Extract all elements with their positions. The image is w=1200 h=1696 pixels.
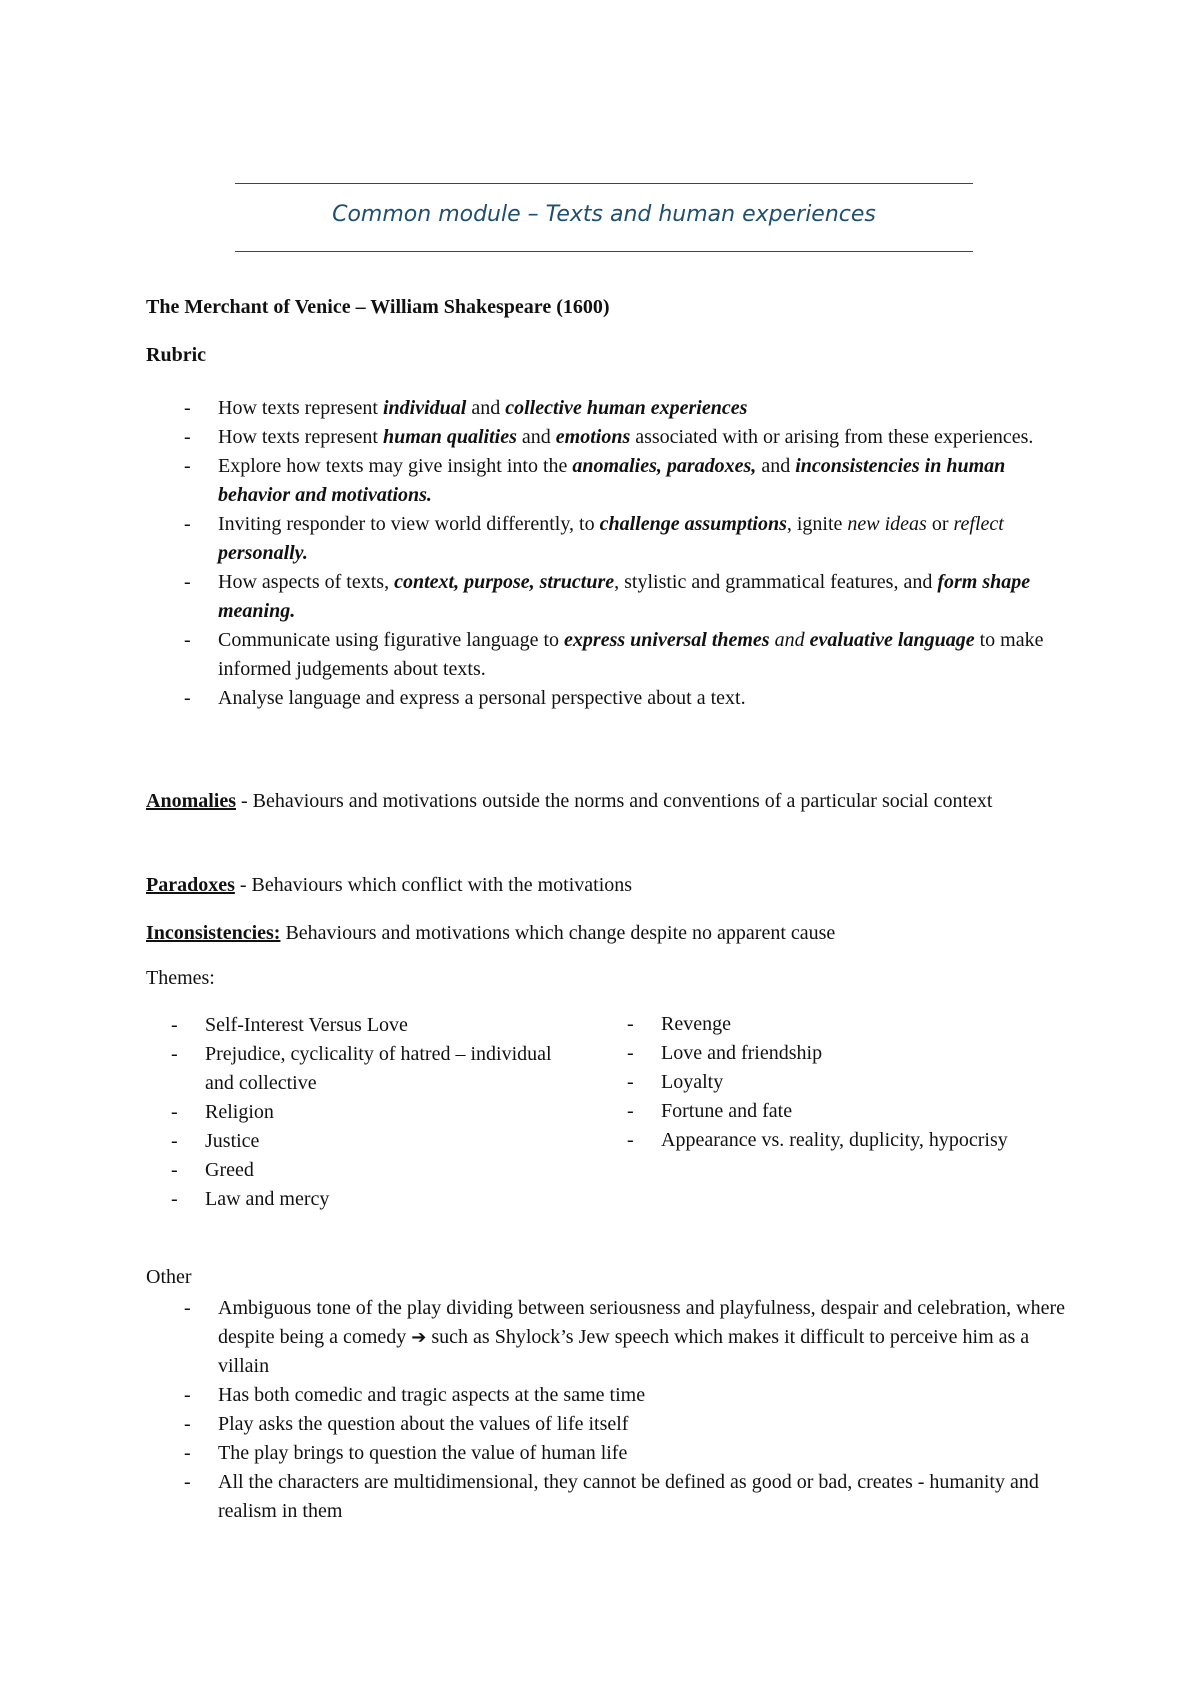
list-item (171, 1156, 585, 1185)
dash-bullet: - (184, 1297, 191, 1319)
list-item-text: Revenge (661, 1013, 731, 1035)
arrow-right-icon: ➔ (411, 1327, 427, 1348)
dash-bullet: - (184, 687, 191, 709)
list-item (627, 1126, 1041, 1155)
dash-bullet: - (184, 455, 191, 477)
list-item (184, 1410, 1078, 1439)
definition-text: Behaviours and motivations which change despite no apparent cause (280, 922, 836, 944)
list-item-text: Religion (205, 1101, 274, 1123)
text-run: Has both comedic and tragic aspects at the same time (218, 1384, 646, 1406)
themes-label: Themes: (146, 967, 215, 989)
dash-bullet: - (171, 1101, 178, 1123)
list-item (184, 1468, 1078, 1526)
text-run: reflect (953, 513, 1004, 535)
text-run: emotions (555, 426, 631, 448)
dash-bullet: - (627, 1013, 634, 1035)
text-run: or (926, 513, 954, 535)
themes-list-left (171, 1011, 585, 1214)
list-item-text: Love and friendship (661, 1042, 823, 1064)
list-item-text: Law and mercy (205, 1188, 330, 1210)
rubric-heading: Rubric (146, 344, 206, 366)
list-item (627, 1039, 1041, 1068)
list-item (184, 510, 1058, 568)
list-item-text: Prejudice, cyclicality of hatred – individual and collective (205, 1043, 552, 1094)
text-run: Explore how texts may give insight into the (218, 455, 573, 477)
text-run: Play asks the question about the values of life itself (218, 1413, 629, 1435)
text-run: context, purpose, structure (394, 571, 615, 593)
definition-anomalies (146, 784, 1046, 818)
dash-bullet: - (184, 1442, 191, 1464)
dash-bullet: - (184, 1471, 191, 1493)
definition-term: Paradoxes (146, 874, 235, 896)
dash-bullet: - (184, 1384, 191, 1406)
themes-list-right (627, 1010, 1041, 1155)
dash-bullet: - (627, 1100, 634, 1122)
list-item (184, 1294, 1078, 1381)
dash-bullet: - (171, 1188, 178, 1210)
header-rule-bottom (235, 251, 973, 252)
list-item (171, 1040, 585, 1098)
list-item (184, 626, 1058, 684)
dash-bullet: - (184, 426, 191, 448)
list-item (171, 1098, 585, 1127)
definition-term: Inconsistencies: (146, 922, 281, 944)
dash-bullet: - (627, 1129, 634, 1151)
text-run: How aspects of texts, (218, 571, 395, 593)
definition-term: Anomalies (146, 790, 236, 812)
list-item (184, 684, 1058, 713)
dash-bullet: - (184, 1413, 191, 1435)
list-item (184, 568, 1058, 626)
text-run: , ignite (786, 513, 848, 535)
text-run: individual (382, 397, 467, 419)
list-item (171, 1127, 585, 1156)
dash-bullet: - (171, 1043, 178, 1065)
list-item-text: Fortune and fate (661, 1100, 793, 1122)
text-run: anomalies, paradoxes, (572, 455, 757, 477)
dash-bullet: - (171, 1159, 178, 1181)
text-run: How texts represent (218, 397, 383, 419)
list-item-text: Greed (205, 1159, 254, 1181)
module-title: Common module – Texts and human experiences (332, 202, 876, 227)
text-run: associated with or arising from these experiences. (630, 426, 1034, 448)
document-title: The Merchant of Venice – William Shakespeare (1600) (146, 296, 610, 318)
dash-bullet: - (171, 1014, 178, 1036)
text-run: Communicate using figurative language to (218, 629, 565, 651)
definition-text: - Behaviours and motivations outside the norms and conventions of a particular social context (236, 790, 993, 812)
definition-paradoxes (146, 868, 1046, 902)
definition-inconsistencies (146, 916, 1046, 950)
text-run: All the characters are multidimensional, they cannot be defined as good or bad, creates - humanity and realism in them (218, 1471, 1039, 1522)
list-item (184, 452, 1058, 510)
list-item (184, 394, 1058, 423)
rubric-list (184, 394, 1058, 713)
dash-bullet: - (627, 1071, 634, 1093)
list-item-text: Appearance vs. reality, duplicity, hypocrisy (661, 1129, 1008, 1151)
dash-bullet: - (171, 1130, 178, 1152)
text-run: , stylistic and grammatical features, and (614, 571, 938, 593)
text-run: human qualities (382, 426, 517, 448)
list-item (171, 1011, 585, 1040)
text-run: form shape meaning. (218, 571, 1031, 622)
list-item (627, 1097, 1041, 1126)
list-item (184, 423, 1058, 452)
text-run: challenge assumptions (599, 513, 787, 535)
text-run: Analyse language and express a personal perspective about a text. (218, 687, 746, 709)
dash-bullet: - (184, 513, 191, 535)
text-run: The play brings to question the value of human life (218, 1442, 628, 1464)
text-run: such as Shylock’s Jew speech which makes it difficult to perceive him as a villain (218, 1326, 1030, 1377)
definition-text: - Behaviours which conflict with the motivations (234, 874, 633, 896)
text-run: to make informed judgements about texts. (218, 629, 1044, 680)
text-run: and (516, 426, 556, 448)
dash-bullet: - (184, 571, 191, 593)
list-item (171, 1185, 585, 1214)
text-run: and (466, 397, 506, 419)
dash-bullet: - (184, 629, 191, 651)
list-item (184, 1381, 1078, 1410)
text-run: Inviting responder to view world differently, to (218, 513, 600, 535)
text-run: and (769, 629, 810, 651)
text-run: Ambiguous tone of the play dividing between seriousness and playfulness, despair and celebration, where despite being a comedy (218, 1297, 1066, 1348)
other-label: Other (146, 1266, 192, 1288)
text-run: new ideas (847, 513, 927, 535)
list-item-text: Self-Interest Versus Love (205, 1014, 408, 1036)
list-item-text: Loyalty (661, 1071, 724, 1093)
text-run: collective human experiences (505, 397, 748, 419)
list-item-text: Justice (205, 1130, 260, 1152)
list-item (184, 1439, 1078, 1468)
dash-bullet: - (627, 1042, 634, 1064)
text-run: inconsistencies in human behavior and motivations. (218, 455, 1006, 506)
text-run: How texts represent (218, 426, 383, 448)
text-run: evaluative language (809, 629, 975, 651)
text-run: express universal themes (564, 629, 770, 651)
text-run: and (756, 455, 796, 477)
header-rule-top (235, 183, 973, 184)
other-list (184, 1294, 1078, 1526)
dash-bullet: - (184, 397, 191, 419)
text-run: personally. (218, 542, 308, 564)
list-item (627, 1010, 1041, 1039)
list-item (627, 1068, 1041, 1097)
